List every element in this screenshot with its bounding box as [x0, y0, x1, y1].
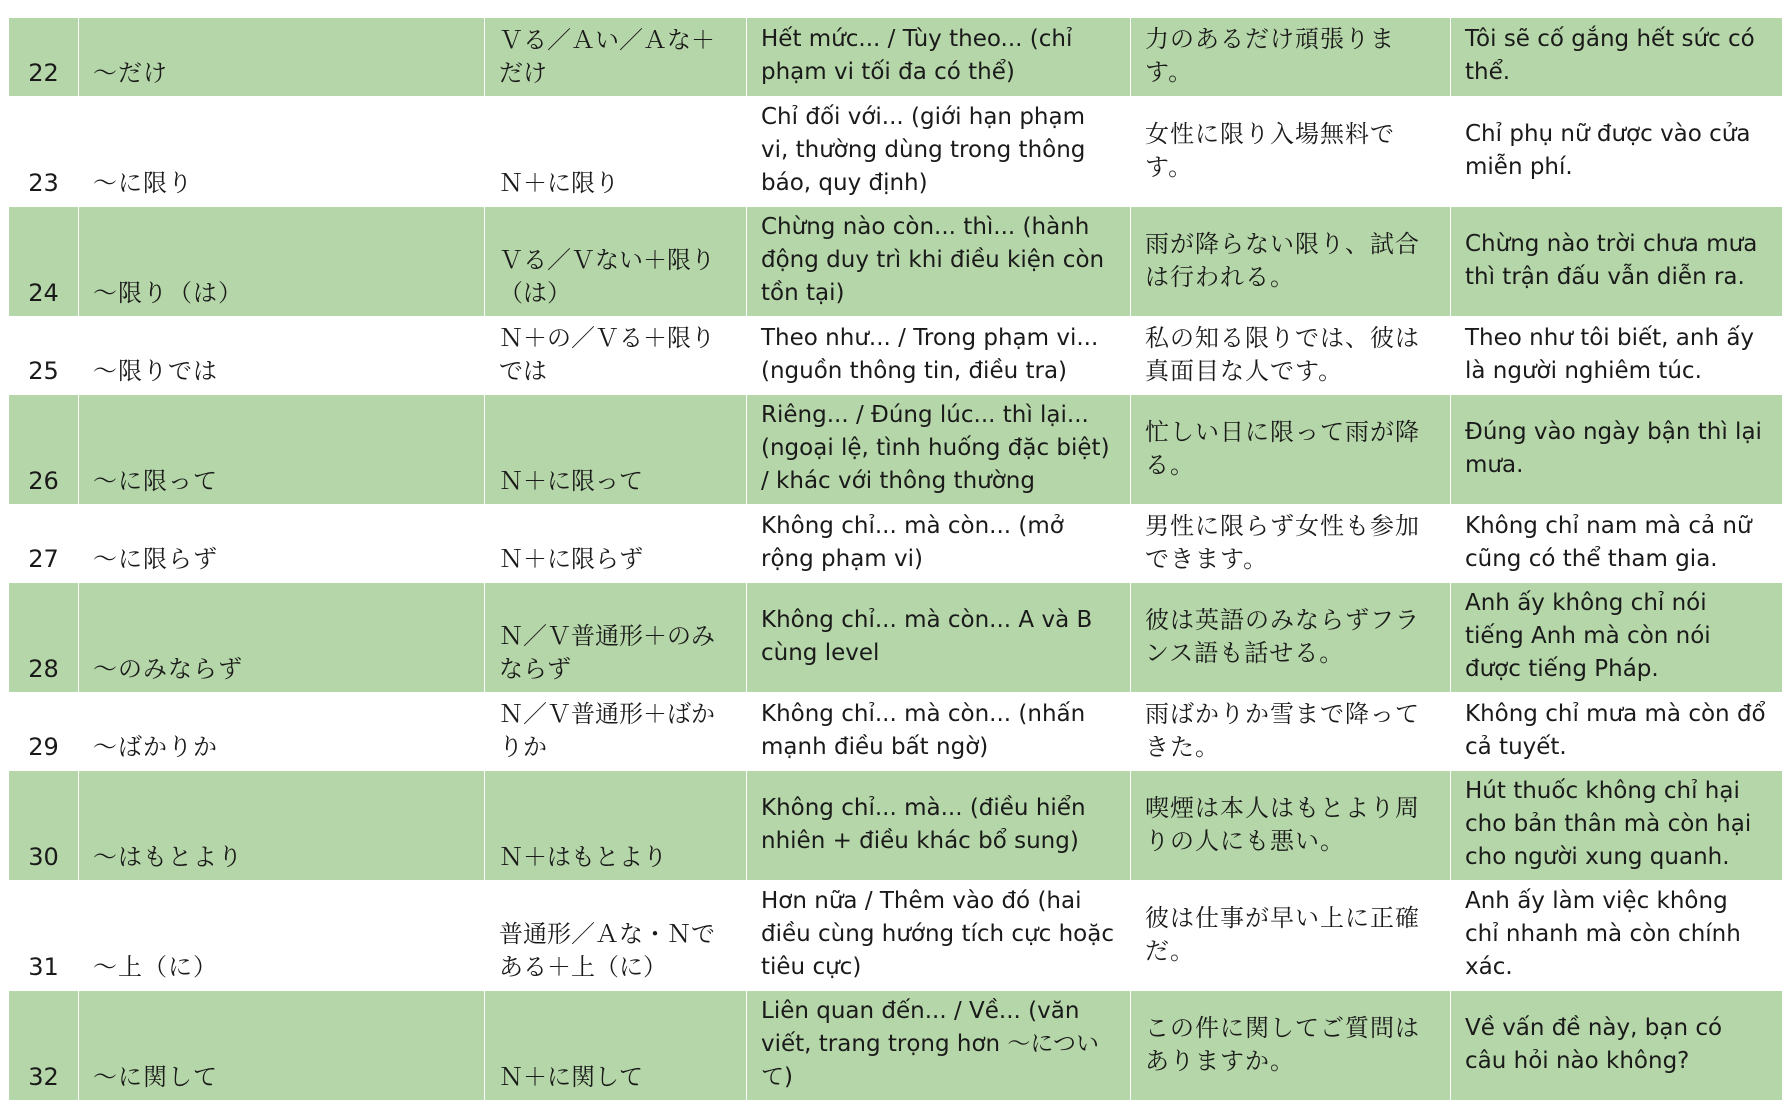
example-translation-vi: Chỉ phụ nữ được vào cửa miễn phí. [1451, 97, 1783, 207]
grammar-pattern: 〜だけ [79, 18, 485, 97]
example-translation-vi: Tôi sẽ cố gắng hết sức có thể. [1451, 18, 1783, 97]
grammar-pattern: 〜限り（は） [79, 207, 485, 317]
meaning-vi: Liên quan đến... / Về... (văn viết, trang trọng hơn 〜について) [747, 991, 1131, 1101]
row-number: 25 [9, 317, 79, 395]
meaning-vi: Chỉ đối với... (giới hạn phạm vi, thường dùng trong thông báo, quy định) [747, 97, 1131, 207]
grammar-form: Ｖる／Ｖない＋限り（は） [485, 207, 747, 317]
grammar-pattern: 〜はもとより [79, 771, 485, 881]
example-sentence-ja: 喫煙は本人はもとより周りの人にも悪い。 [1131, 771, 1451, 881]
table-row [9, 991, 1783, 1101]
example-sentence-ja: 雨ばかりか雪まで降ってきた。 [1131, 693, 1451, 771]
grammar-pattern: 〜に限って [79, 395, 485, 505]
example-translation-vi: Theo như tôi biết, anh ấy là người nghiêm túc. [1451, 317, 1783, 395]
grammar-pattern: 〜のみならず [79, 583, 485, 693]
grammar-form: 普通形／Ａな・Ｎである＋上（に） [485, 881, 747, 991]
grammar-pattern: 〜ばかりか [79, 693, 485, 771]
meaning-vi: Hơn nữa / Thêm vào đó (hai điều cùng hướng tích cực hoặc tiêu cực) [747, 881, 1131, 991]
table-row [9, 505, 1783, 583]
table-row [9, 18, 1783, 97]
table-body [9, 18, 1783, 1101]
row-number: 30 [9, 771, 79, 881]
example-translation-vi: Anh ấy không chỉ nói tiếng Anh mà còn nói được tiếng Pháp. [1451, 583, 1783, 693]
table-row [9, 583, 1783, 693]
meaning-vi: Không chỉ... mà... (điều hiển nhiên + điều khác bổ sung) [747, 771, 1131, 881]
table-row [9, 881, 1783, 991]
example-translation-vi: Không chỉ mưa mà còn đổ cả tuyết. [1451, 693, 1783, 771]
grammar-form: Ｎ＋に限り [485, 97, 747, 207]
example-sentence-ja: 忙しい日に限って雨が降る。 [1131, 395, 1451, 505]
example-sentence-ja: 雨が降らない限り、試合は行われる。 [1131, 207, 1451, 317]
example-sentence-ja: 彼は仕事が早い上に正確だ。 [1131, 881, 1451, 991]
example-sentence-ja: 男性に限らず女性も参加できます。 [1131, 505, 1451, 583]
example-sentence-ja: 力のあるだけ頑張ります。 [1131, 18, 1451, 97]
table-row [9, 97, 1783, 207]
table-row [9, 395, 1783, 505]
meaning-vi: Không chỉ... mà còn... (mở rộng phạm vi) [747, 505, 1131, 583]
example-translation-vi: Chừng nào trời chưa mưa thì trận đấu vẫn diễn ra. [1451, 207, 1783, 317]
grammar-form: Ｎ＋に関して [485, 991, 747, 1101]
meaning-vi: Không chỉ... mà còn... A và B cùng level [747, 583, 1131, 693]
row-number: 31 [9, 881, 79, 991]
meaning-vi: Chừng nào còn... thì... (hành động duy trì khi điều kiện còn tồn tại) [747, 207, 1131, 317]
example-translation-vi: Hút thuốc không chỉ hại cho bản thân mà còn hại cho người xung quanh. [1451, 771, 1783, 881]
grammar-table [8, 17, 1783, 1101]
grammar-form: Ｎ＋に限らず [485, 505, 747, 583]
row-number: 28 [9, 583, 79, 693]
row-number: 32 [9, 991, 79, 1101]
grammar-form: Ｎ／Ｖ普通形＋のみならず [485, 583, 747, 693]
table-row [9, 207, 1783, 317]
table-row [9, 771, 1783, 881]
meaning-vi: Không chỉ... mà còn... (nhấn mạnh điều bất ngờ) [747, 693, 1131, 771]
example-translation-vi: Không chỉ nam mà cả nữ cũng có thể tham gia. [1451, 505, 1783, 583]
table-row [9, 693, 1783, 771]
row-number: 29 [9, 693, 79, 771]
row-number: 22 [9, 18, 79, 97]
grammar-pattern: 〜に限らず [79, 505, 485, 583]
example-translation-vi: Đúng vào ngày bận thì lại mưa. [1451, 395, 1783, 505]
example-translation-vi: Về vấn đề này, bạn có câu hỏi nào không? [1451, 991, 1783, 1101]
example-sentence-ja: 女性に限り入場無料です。 [1131, 97, 1451, 207]
row-number: 23 [9, 97, 79, 207]
grammar-pattern: 〜上（に） [79, 881, 485, 991]
row-number: 27 [9, 505, 79, 583]
example-sentence-ja: 彼は英語のみならずフランス語も話せる。 [1131, 583, 1451, 693]
meaning-vi: Theo như... / Trong phạm vi... (nguồn thông tin, điều tra) [747, 317, 1131, 395]
grammar-pattern: 〜に限り [79, 97, 485, 207]
example-sentence-ja: 私の知る限りでは、彼は真面目な人です。 [1131, 317, 1451, 395]
grammar-form: Ｎ＋に限って [485, 395, 747, 505]
example-sentence-ja: この件に関してご質問はありますか。 [1131, 991, 1451, 1101]
row-number: 26 [9, 395, 79, 505]
row-number: 24 [9, 207, 79, 317]
meaning-vi: Riêng... / Đúng lúc... thì lại... (ngoại lệ, tình huống đặc biệt) / khác với thông thường [747, 395, 1131, 505]
example-translation-vi: Anh ấy làm việc không chỉ nhanh mà còn chính xác. [1451, 881, 1783, 991]
grammar-pattern: 〜に関して [79, 991, 485, 1101]
grammar-form: Ｖる／Ａい／Ａな＋だけ [485, 18, 747, 97]
grammar-pattern: 〜限りでは [79, 317, 485, 395]
grammar-form: Ｎ＋はもとより [485, 771, 747, 881]
table-row [9, 317, 1783, 395]
grammar-form: Ｎ／Ｖ普通形＋ばかりか [485, 693, 747, 771]
grammar-form: Ｎ＋の／Ｖる＋限りでは [485, 317, 747, 395]
meaning-vi: Hết mức... / Tùy theo... (chỉ phạm vi tối đa có thể) [747, 18, 1131, 97]
